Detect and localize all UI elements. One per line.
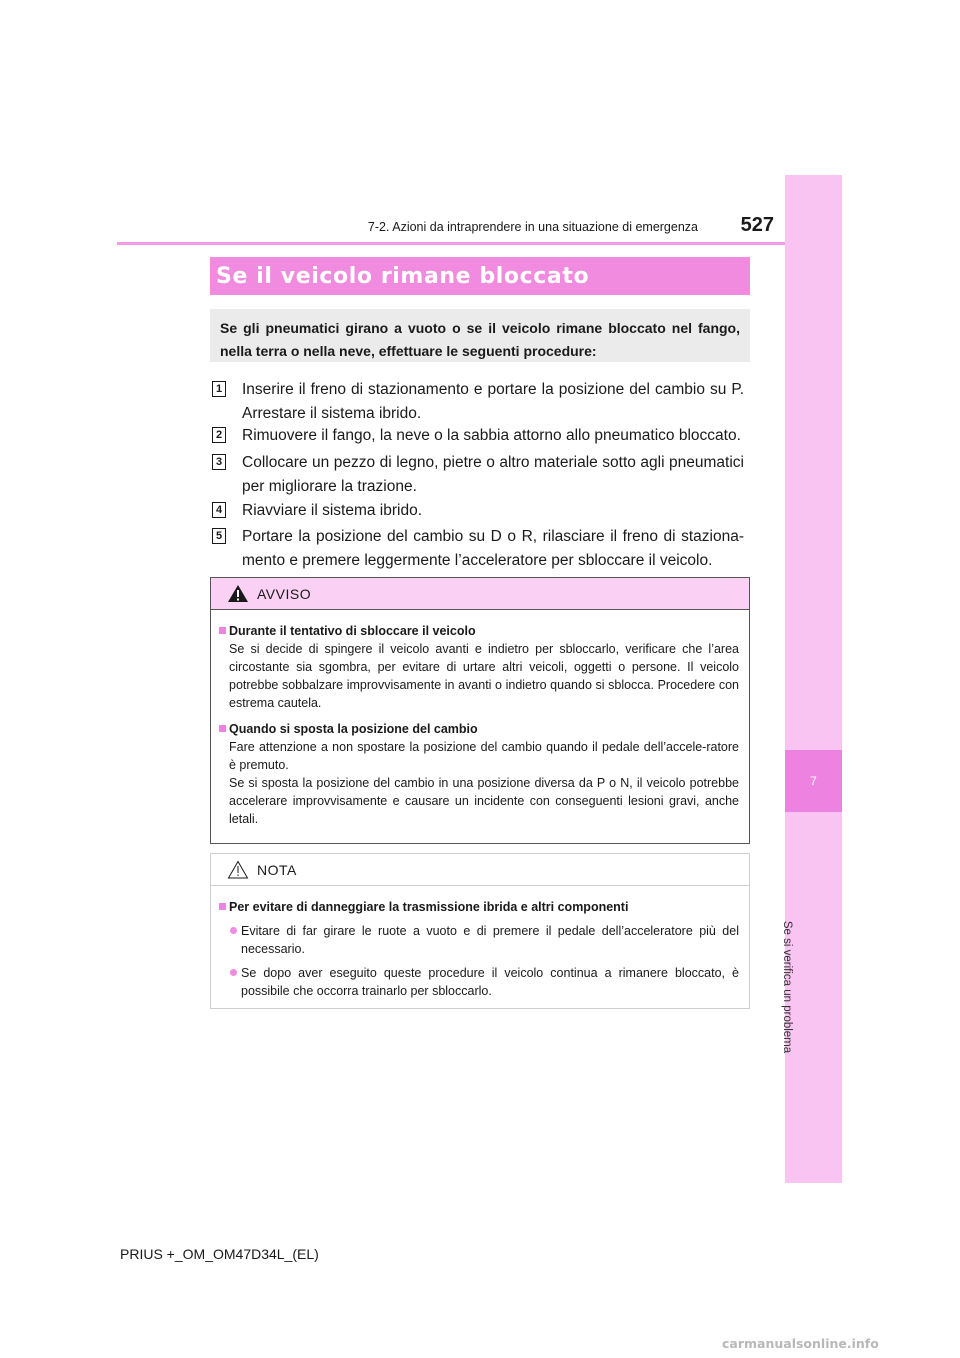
step-text: Riavviare il sistema ibrido. xyxy=(242,502,423,519)
step-number: 5 xyxy=(212,528,226,544)
caution-triangle-outline-icon xyxy=(227,860,249,879)
note-item-title xyxy=(219,898,741,916)
note-sub-item xyxy=(219,922,741,958)
warning-item-body: Fare attenzione a non spostare la posizione del cambio quando il pedale dell’accele-ratore è premuto. xyxy=(229,740,739,772)
step-number: 2 xyxy=(212,427,226,443)
square-bullet-icon xyxy=(219,627,226,634)
step-number: 3 xyxy=(212,454,226,470)
warning-label: AVVISO xyxy=(257,585,312,602)
warning-item-body: Se si sposta la posizione del cambio in una posizione diversa da P o N, il veicolo potrebbe accelerare improvvisamente e causare un incidente con conseguenti lesioni gravi, anche letali. xyxy=(229,776,739,826)
chapter-number-block xyxy=(785,750,842,812)
note-body xyxy=(211,886,749,1000)
step-number: 1 xyxy=(212,381,226,397)
step-number: 4 xyxy=(212,502,226,518)
chapter-title: Se si verifica un problema xyxy=(781,920,793,1054)
note-sub-item-text: Se dopo aver eseguito queste procedure il veicolo continua a rimanere bloccato, è possibile che occorra trainarlo per sbloccarlo. xyxy=(241,966,739,998)
warning-triangle-icon xyxy=(227,584,249,603)
chapter-number: 7 xyxy=(810,774,817,788)
note-box xyxy=(210,853,750,1009)
dot-bullet-icon xyxy=(230,969,237,976)
note-header xyxy=(211,854,749,886)
warning-header xyxy=(211,578,749,610)
warning-item-body: Se si decide di spingere il veicolo avanti e indietro per sbloccarlo, verificare che l’area circostante sia sgombra, per evitare di urtare altri veicoli, oggetti o persone. Il veicolo potrebbe sobbalzare improvvisamente in avanti o indietro quando si sblocca. Procedere con estrema cautela. xyxy=(229,642,739,710)
intro-box: Se gli pneumatici girano a vuoto o se il veicolo rimane bloccato nel fango, nella terra o nella neve, effettuare le seguenti procedure: xyxy=(210,309,750,362)
square-bullet-icon xyxy=(219,903,226,910)
note-item-title-text: Per evitare di danneggiare la trasmissione ibrida e altri componenti xyxy=(229,900,629,914)
watermark: carmanualsonline.info xyxy=(722,1336,879,1351)
warning-body xyxy=(211,610,749,828)
warning-item-title-text: Durante il tentativo di sbloccare il veicolo xyxy=(229,624,476,638)
section-heading: 7-2. Azioni da intraprendere in una situazione di emergenza xyxy=(367,220,698,234)
document-code: PRIUS +_OM_OM47D34L_(EL) xyxy=(120,1246,319,1262)
warning-box xyxy=(210,577,750,844)
warning-item-title xyxy=(219,720,741,738)
step-text: Rimuovere il fango, la neve o la sabbia attorno allo pneumatico bloccato. xyxy=(242,427,741,444)
note-sub-item-text: Evitare di far girare le ruote a vuoto e di premere il pedale dell’acceleratore più del necessario. xyxy=(241,924,739,956)
step-text: Portare la posizione del cambio su D o R, rilasciare il freno di staziona-mento e premere leggermente l’acceleratore per sbloccare il veicolo. xyxy=(242,528,744,569)
note-sub-item xyxy=(219,964,741,1000)
dot-bullet-icon xyxy=(230,927,237,934)
step-text: Inserire il freno di stazionamento e portare la posizione del cambio su P. Arrestare il sistema ibrido. xyxy=(242,381,744,422)
chapter-side-tab xyxy=(781,175,842,1183)
page-title-bar xyxy=(210,257,750,295)
step-text: Collocare un pezzo di legno, pietre o altro materiale sotto agli pneumatici per migliorare la trazione. xyxy=(242,454,744,495)
page-title: Se il veicolo rimane bloccato xyxy=(216,263,590,289)
note-label: NOTA xyxy=(257,861,297,878)
warning-item-title-text: Quando si sposta la posizione del cambio xyxy=(229,722,478,736)
header-rule xyxy=(117,242,785,245)
square-bullet-icon xyxy=(219,725,226,732)
warning-item-title xyxy=(219,622,741,640)
page-number: 527 xyxy=(740,214,774,236)
